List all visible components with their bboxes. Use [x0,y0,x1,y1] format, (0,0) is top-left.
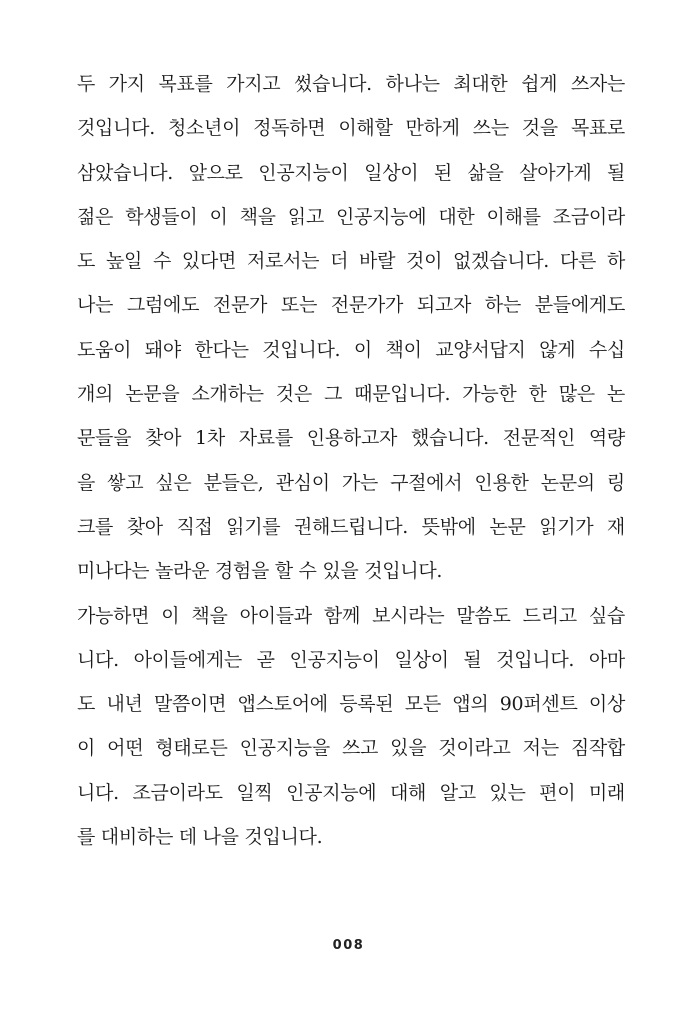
text-line: 이 어떤 형태로든 인공지능을 쓰고 있을 것이라고 저는 짐작합 [77,737,625,760]
text-line: 니다. 조금이라도 일찍 인공지능에 대해 알고 있는 편이 미래 [77,781,625,804]
text-line: 나는 그럼에도 전문가 또는 전문가가 되고자 하는 분들에게도 [77,294,625,317]
paragraph-1 [77,66,625,598]
text-line: 도 높일 수 있다면 저로서는 더 바랄 것이 없겠습니다. 다른 하 [77,250,625,273]
text-line: 삼았습니다. 앞으로 인공지능이 일상이 된 삶을 살아가게 될 [77,161,625,184]
text-line: 문들을 찾아 1차 자료를 인용하고자 했습니다. 전문적인 역량 [77,427,625,450]
text-line: 개의 논문을 소개하는 것은 그 때문입니다. 가능한 한 많은 논 [77,383,625,406]
text-line: 도움이 돼야 한다는 것입니다. 이 책이 교양서답지 않게 수십 [77,338,625,361]
body-text [77,66,625,863]
page-number: 008 [332,938,365,953]
text-line: 젊은 학생들이 이 책을 읽고 인공지능에 대한 이해를 조금이라 [77,205,625,228]
text-line: 가능하면 이 책을 아이들과 함께 보시라는 말씀도 드리고 싶습 [77,604,625,627]
text-line: 두 가지 목표를 가지고 썼습니다. 하나는 최대한 쉽게 쓰자는 [77,73,625,95]
text-line: 니다. 아이들에게는 곧 인공지능이 일상이 될 것입니다. 아마 [77,648,625,671]
paragraph-2 [77,598,625,864]
text-line: 크를 찾아 직접 읽기를 권해드립니다. 뜻밖에 논문 읽기가 재 [77,515,625,538]
text-line: 것입니다. 청소년이 정독하면 이해할 만하게 쓰는 것을 목표로 [77,117,625,140]
text-line: 도 내년 말쯤이면 앱스토어에 등록된 모든 앱의 90퍼센트 이상 [77,693,625,716]
text-line: 을 쌓고 싶은 분들은, 관심이 가는 구절에서 인용한 논문의 링 [77,471,625,494]
text-line: 를 대비하는 데 나을 것입니다. [77,826,323,849]
text-line: 미나다는 놀라운 경험을 할 수 있을 것입니다. [77,560,443,583]
